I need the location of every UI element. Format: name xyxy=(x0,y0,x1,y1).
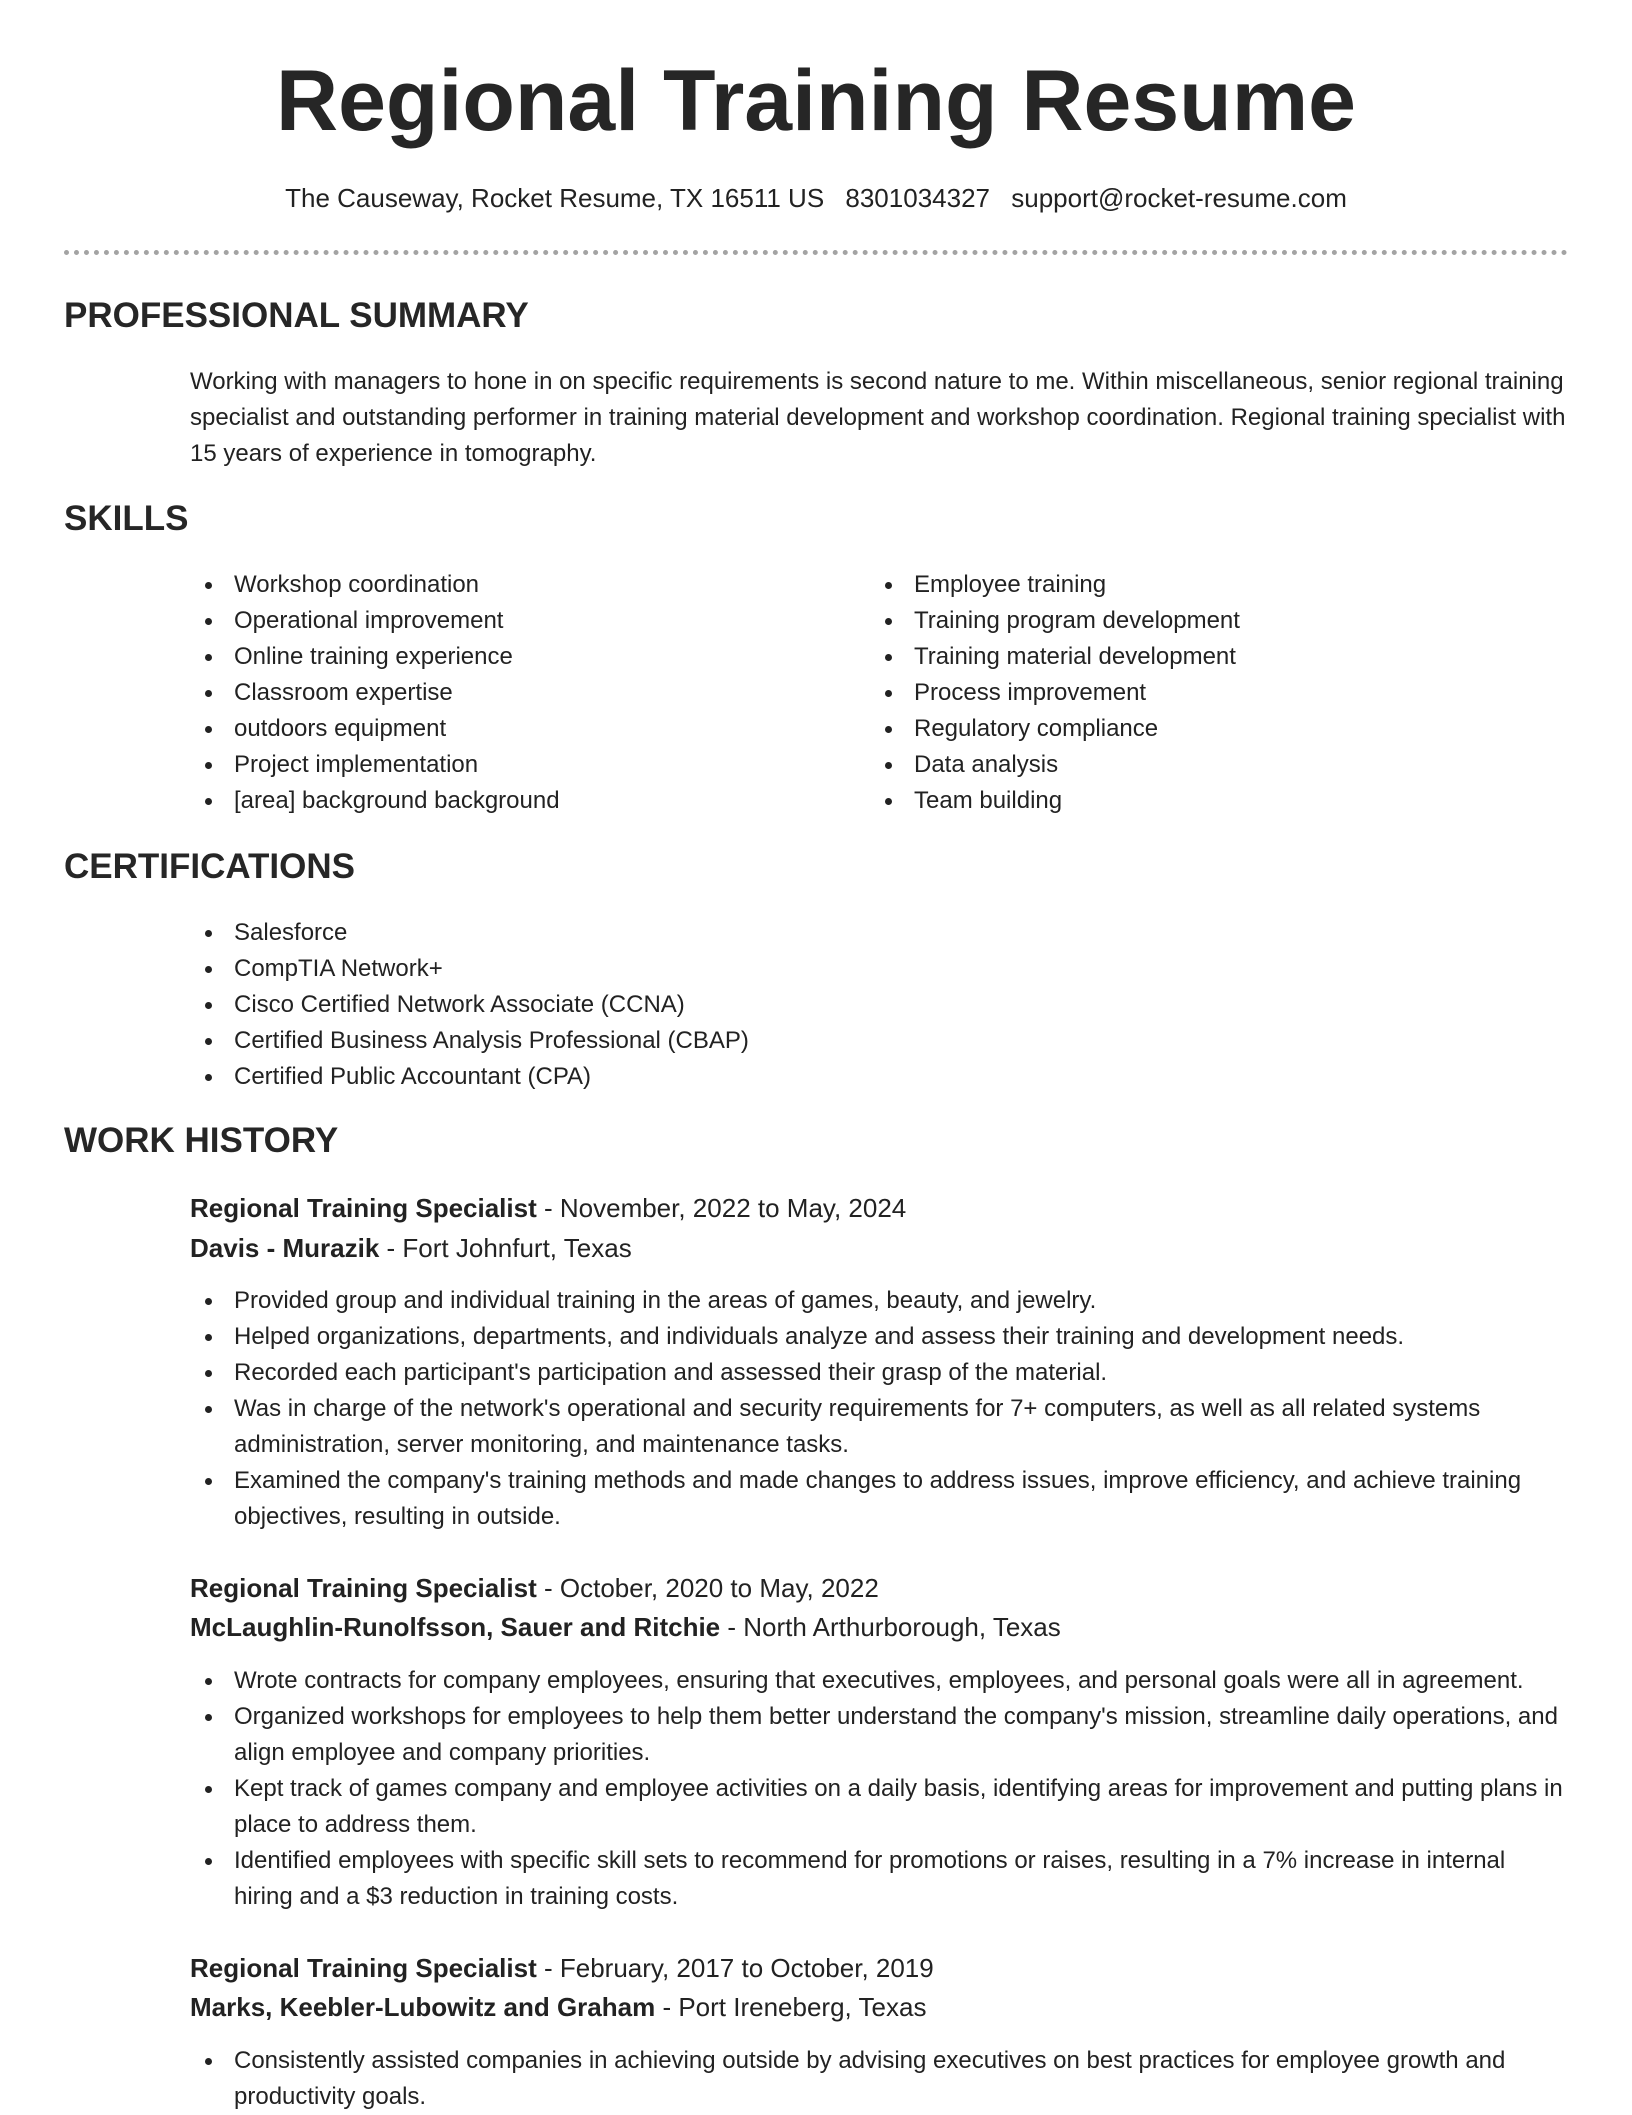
job-bullet: Recorded each participant's participation and assessed their grasp of the material. xyxy=(190,1355,1570,1391)
skills-list-right xyxy=(870,567,1530,819)
skill-item: outdoors equipment xyxy=(190,711,850,747)
job-title-line xyxy=(190,1188,1570,1228)
resume-title: Regional Training Resume xyxy=(276,53,1356,149)
skill-item: Online training experience xyxy=(190,639,850,675)
certification-item: Cisco Certified Network Associate (CCNA) xyxy=(190,987,1190,1023)
certification-item: Salesforce xyxy=(190,915,1190,951)
certification-item: CompTIA Network+ xyxy=(190,951,1190,987)
summary-heading: PROFESSIONAL SUMMARY xyxy=(64,296,529,335)
contact-line xyxy=(0,183,1632,214)
job-bullet: Identified employees with specific skill sets to recommend for promotions or raises, resulting in a 7% increase in internal hiring and a $3 reduction in training costs. xyxy=(190,1843,1570,1915)
certifications-heading: CERTIFICATIONS xyxy=(64,847,356,886)
certification-item: Certified Business Analysis Professional (CBAP) xyxy=(190,1023,1190,1059)
skill-item: Training material development xyxy=(870,639,1530,675)
job-bullet: Was in charge of the network's operational and security requirements for 7+ computers, as well as all related systems administration, server monitoring, and maintenance tasks. xyxy=(190,1391,1570,1463)
job-bullet: Examined the company's training methods and made changes to address issues, improve efficiency, and achieve training objectives, resulting in outside. xyxy=(190,1463,1570,1535)
job-bullet-list xyxy=(190,2043,1570,2115)
job-company-line xyxy=(190,1607,1570,1647)
summary-text: Working with managers to hone in on specific requirements is second nature to me. Within miscellaneous, senior regional training specialist and outstanding performer in training material development and workshop coordination. Regional training specialist with 15 years of experience in tomography. xyxy=(190,368,1566,467)
job-bullet: Helped organizations, departments, and individuals analyze and assess their training and development needs. xyxy=(190,1319,1570,1355)
skill-item: Employee training xyxy=(870,567,1530,603)
job-company: Davis - Murazik xyxy=(190,1233,380,1263)
skill-item: Operational improvement xyxy=(190,603,850,639)
job-bullet: Kept track of games company and employee activities on a daily basis, identifying areas for improvement and putting plans in place to address them. xyxy=(190,1771,1570,1843)
job-location: - Fort Johnfurt, Texas xyxy=(386,1233,632,1263)
job-bullet: Consistently assisted companies in achieving outside by advising executives on best practices for employee growth and productivity goals. xyxy=(190,2043,1570,2115)
contact-address: The Causeway, Rocket Resume, TX 16511 US xyxy=(285,183,825,213)
skill-item: Process improvement xyxy=(870,675,1530,711)
job-company: Marks, Keebler-Lubowitz and Graham xyxy=(190,1992,656,2022)
job-bullet-list xyxy=(190,1283,1570,1535)
skill-item: Project implementation xyxy=(190,747,850,783)
job-bullet: Organized workshops for employees to help them better understand the company's mission, streamline daily operations, and align employee and company priorities. xyxy=(190,1699,1570,1771)
skill-item: [area] background background xyxy=(190,783,850,819)
job-bullet: Provided group and individual training in the areas of games, beauty, and jewelry. xyxy=(190,1283,1570,1319)
skill-item: Training program development xyxy=(870,603,1530,639)
job-company: McLaughlin-Runolfsson, Sauer and Ritchie xyxy=(190,1612,721,1642)
job-bullet-list xyxy=(190,1663,1570,1915)
header-divider xyxy=(64,250,1568,255)
job-dates: - October, 2020 to May, 2022 xyxy=(543,1573,879,1603)
job-bullet: Wrote contracts for company employees, ensuring that executives, employees, and personal goals were all in agreement. xyxy=(190,1663,1570,1699)
skill-item: Team building xyxy=(870,783,1530,819)
job-company-line xyxy=(190,1228,1570,1268)
skill-item: Regulatory compliance xyxy=(870,711,1530,747)
certifications-list xyxy=(190,915,1190,1095)
skills-list-left xyxy=(190,567,850,819)
job-role: Regional Training Specialist xyxy=(190,1953,537,1983)
job-role: Regional Training Specialist xyxy=(190,1193,537,1223)
work-history-heading: WORK HISTORY xyxy=(64,1121,339,1160)
skill-item: Data analysis xyxy=(870,747,1530,783)
job-role: Regional Training Specialist xyxy=(190,1573,537,1603)
skills-heading: SKILLS xyxy=(64,499,189,538)
contact-phone: 8301034327 xyxy=(845,183,990,213)
job-title-line xyxy=(190,1948,1570,1988)
skill-item: Classroom expertise xyxy=(190,675,850,711)
job-title-line xyxy=(190,1568,1570,1608)
job-dates: - November, 2022 to May, 2024 xyxy=(543,1193,907,1223)
job-dates: - February, 2017 to October, 2019 xyxy=(543,1953,934,1983)
job-location: - North Arthurborough, Texas xyxy=(727,1612,1061,1642)
contact-email[interactable]: support@rocket-resume.com xyxy=(1011,183,1347,213)
certification-item: Certified Public Accountant (CPA) xyxy=(190,1059,1190,1095)
skill-item: Workshop coordination xyxy=(190,567,850,603)
job-company-line xyxy=(190,1987,1570,2027)
job-location: - Port Ireneberg, Texas xyxy=(662,1992,927,2022)
